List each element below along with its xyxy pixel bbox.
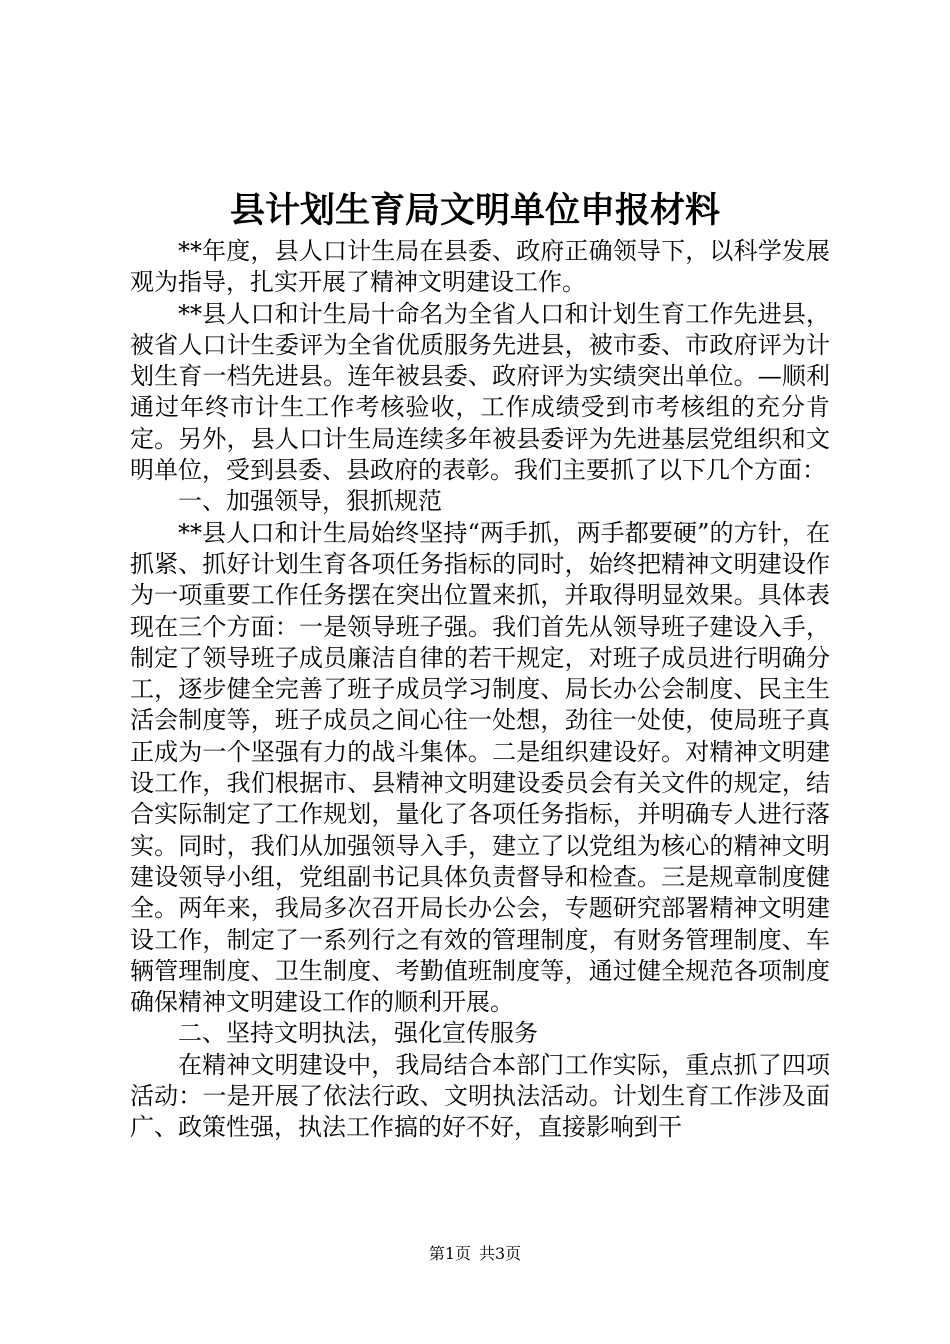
section-heading: 一、加强领导，狠抓规范 (178, 487, 442, 516)
page-footer (0, 1243, 950, 1265)
paragraph: **县人口和计生局始终坚持“两手抓，两手都要硬”的方针，在抓紧、抓好计划生育各项任务指标的同时，始终把精神文明建设作为一项重要工作任务摆在突出位置来抓，并取得明显效果。具体表现在三个方面：一是领导班子强。我们首先从领导班子建设入手，制定了领导班子成员廉洁自律的若干规定，对班子成员进行明确分工，逐步健全完善了班子成员学习制度、局长办公会制度、民主生活会制度等，班子成员之间心往一处想，劲往一处使，使局班子真正成为一个坚强有力的战斗集体。二是组织建设好。对精神文明建设工作，我们根据市、县精神文明建设委员会有关文件的规定，结合实际制定了工作规划，量化了各项任务指标，并明确专人进行落实。同时，我们从加强领导入手，建立了以党组为核心的精神文明建设领导小组，党组副书记具体负责督导和检查。三是规章制度健全。两年来，我局多次召开局长办公会，专题研究部署精神文明建设工作，制定了一系列行之有效的管理制度，有财务管理制度、车辆管理制度、卫生制度、考勤值班制度等，通过健全规范各项制度确保精神文明建设工作的顺利开展。 (130, 518, 830, 1017)
paragraph: 在精神文明建设中，我局结合本部门工作实际，重点抓了四项活动：一是开展了依法行政、文明执法活动。计划生育工作涉及面广、政策性强，执法工作搞的好不好，直接影响到干 (130, 1050, 830, 1142)
paragraph: **年度，县人口计生局在县委、政府正确领导下，以科学发展观为指导，扎实开展了精神文明建设工作。 (130, 237, 830, 297)
paragraph: **县人口和计生局十命名为全省人口和计划生育工作先进县，被省人口计生委评为全省优质服务先进县，被市委、市政府评为计划生育一档先进县。连年被县委、政府评为实绩突出单位。—顺利通过年终市计生工作考核验收，工作成绩受到市考核组的充分肯定。另外，县人口计生局连续多年被县委评为先进基层党组织和文明单位，受到县委、县政府的表彰。我们主要抓了以下几个方面： (130, 299, 830, 485)
section-heading: 二、坚持文明执法，强化宣传服务 (178, 1019, 538, 1048)
document-title: 县计划生育局文明单位申报材料 (229, 190, 720, 231)
page-total: 共3页 (479, 1244, 522, 1263)
document-body (130, 236, 830, 1144)
page-number: 第1页 (428, 1244, 471, 1263)
